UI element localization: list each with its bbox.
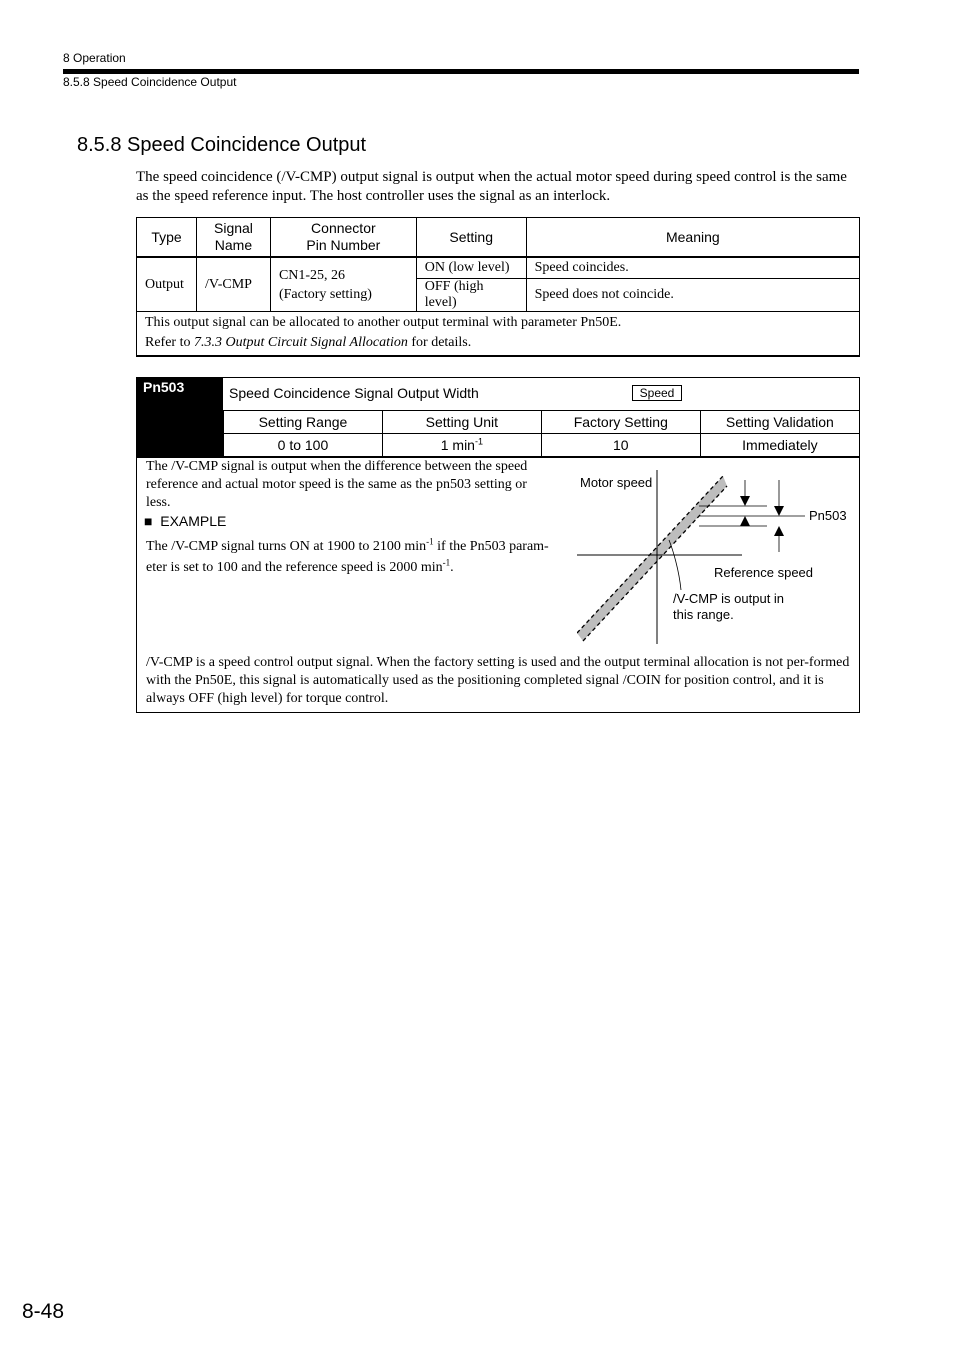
table-note-row (137, 312, 860, 357)
header-setting-range: Setting Range (224, 411, 383, 434)
table-row (224, 434, 860, 457)
arrow-up-icon (774, 526, 784, 536)
header-setting-unit: Setting Unit (382, 411, 541, 434)
cross-reference: 7.3.3 Output Circuit Signal Allocation (193, 335, 408, 350)
header-setting: Setting (416, 218, 526, 258)
header-connector: Connector Pin Number (270, 218, 416, 258)
speed-tag: Speed (632, 385, 682, 401)
cell-signal: /V-CMP (196, 257, 270, 312)
page-number: 8-48 (22, 1300, 65, 1323)
header-setting-validation: Setting Validation (700, 411, 859, 434)
example-text: The /V-CMP signal turns ON at 1900 to 2100 $\min^{-1}$ if the Pn503 param-eter is set to 100 and the reference speed is 2000 $\min^{-1}$. (146, 536, 549, 575)
section-title: 8.5.8 Speed Coincidence Output (77, 134, 367, 156)
cell-type: Output (137, 257, 197, 312)
header-rule (63, 69, 859, 74)
cell-meaning-on: Speed coincides. (526, 257, 859, 279)
example-heading: ■ EXAMPLE (144, 513, 227, 529)
cell-setting-off: OFF (high level) (416, 279, 526, 312)
cell-setting-on: ON (low level) (416, 257, 526, 279)
value-factory-setting: 10 (541, 434, 700, 457)
parameter-description: The /V-CMP signal is output when the difference between the speed reference and actual motor speed is the same as the pn503 setting or less. (146, 459, 528, 510)
vcmp-range-label-2: this range. (673, 607, 734, 622)
cell-pins: CN1-25, 26 (Factory setting) (270, 257, 416, 312)
value-setting-range: 0 to 100 (224, 434, 383, 457)
header-meaning: Meaning (526, 218, 859, 258)
parameter-id: Pn503 (143, 379, 185, 395)
parameter-name: Speed Coincidence Signal Output Width (229, 385, 479, 401)
reference-speed-label: Reference speed (714, 565, 814, 580)
header-factory-setting: Factory Setting (541, 411, 700, 434)
pn503-label: Pn503 (809, 508, 847, 523)
table-row (137, 257, 860, 279)
parameter-footnote: /V-CMP is a speed control output signal. When the factory setting is used and the output terminal allocation is not per-formed with the Pn50E, this signal is automatically used as the positioning completed signal /COIN for position control, and it is always OFF (high level) for torque control. (146, 655, 850, 706)
header-signal-name: Signal Name (196, 218, 270, 258)
intro-paragraph: The speed coincidence (/V-CMP) output signal is output when the actual motor speed during speed control is the same as the speed reference input. The host controller uses the signal as an interlock. (136, 169, 847, 204)
parameter-settings-table (223, 410, 859, 457)
running-header-section: 8.5.8 Speed Coincidence Output (63, 75, 237, 89)
arrow-up-icon (740, 516, 750, 526)
vcmp-range-label-1: /V-CMP is output in (673, 591, 785, 606)
table-row (224, 411, 860, 434)
table-note: This output signal can be allocated to another output terminal with parameter Pn50E. Refer to 7.3.3 Output Circuit Signal Allocation for details. (137, 312, 860, 357)
signal-table (136, 217, 860, 357)
square-bullet-icon: ■ (144, 513, 153, 529)
parameter-box (136, 377, 860, 713)
value-setting-validation: Immediately (700, 434, 859, 457)
running-header-chapter: 8 Operation (63, 51, 126, 65)
arrow-down-icon (774, 506, 784, 516)
value-setting-unit: 1 $\min^{-1}$ (382, 434, 541, 457)
motor-speed-label: Motor speed (580, 475, 653, 490)
callout-leader (669, 540, 681, 590)
arrow-down-icon (740, 496, 750, 506)
header-type: Type (137, 218, 197, 258)
cell-meaning-off: Speed does not coincide. (526, 279, 859, 312)
speed-coincidence-diagram (577, 470, 857, 650)
signal-table-header-row (137, 218, 860, 258)
